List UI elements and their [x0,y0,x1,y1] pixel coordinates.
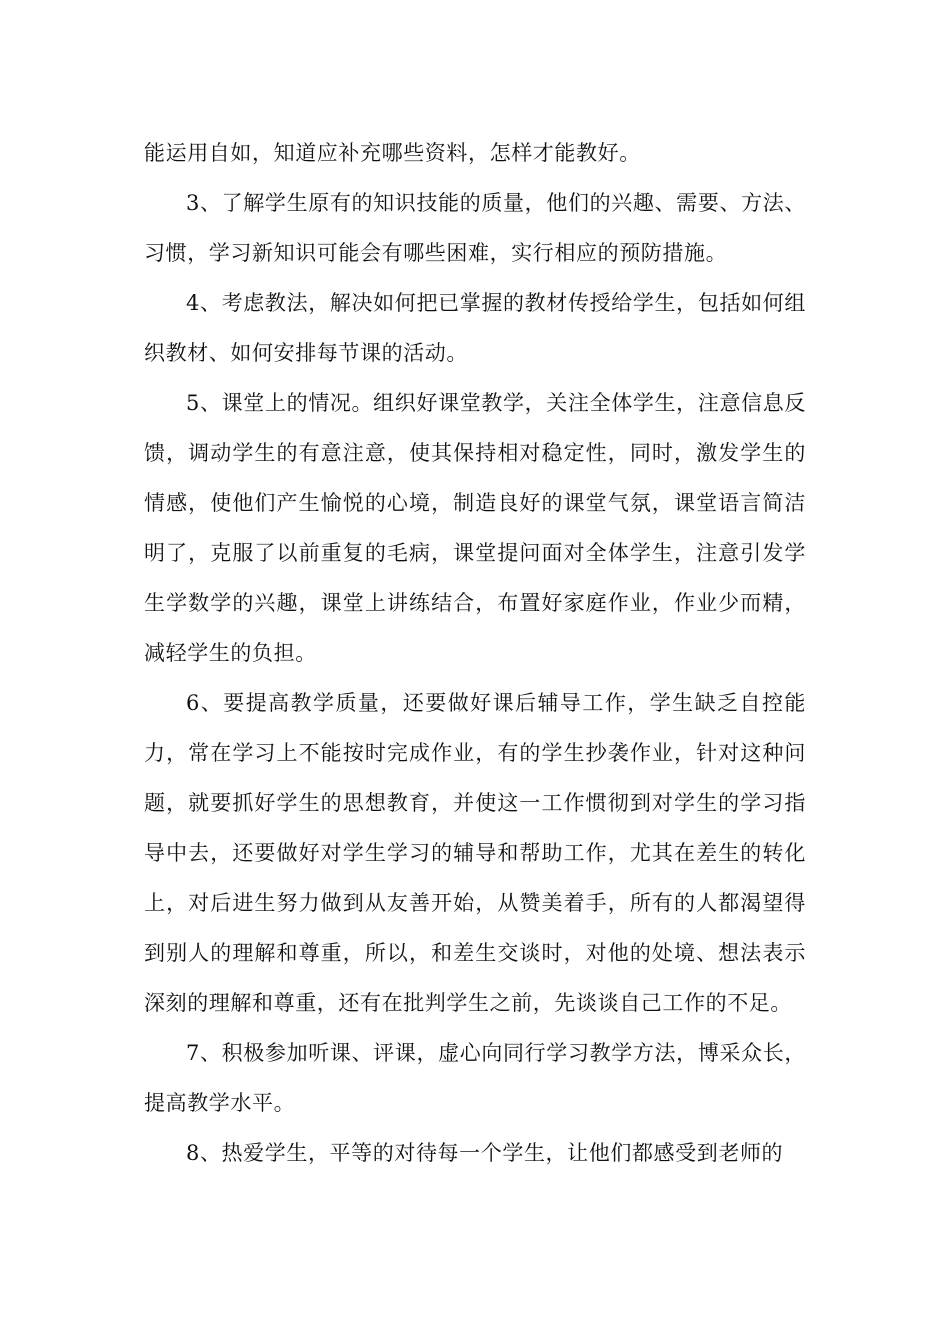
paragraph-item-3: 3、了解学生原有的知识技能的质量，他们的兴趣、需要、方法、习惯，学习新知识可能会有哪些困难，实行相应的预防措施。 [144,191,806,265]
paragraph-continuation: 能运用自如，知道应补充哪些资料，怎样才能教好。 [144,141,641,165]
paragraph-item-7: 7、积极参加听课、评课，虚心向同行学习教学方法，博采众长，提高教学水平。 [144,1041,806,1115]
document-page [144,128,806,1178]
paragraph-item-6: 6、要提高教学质量，还要做好课后辅导工作，学生缺乏自控能力，常在学习上不能按时完成作业，有的学生抄袭作业，针对这种问题，就要抓好学生的思想教育，并使这一工作惯彻到对学生的学习指导中去，还要做好对学生学习的辅导和帮助工作，尤其在差生的转化上，对后进生努力做到从友善开始，从赞美着手，所有的人都渴望得到别人的理解和尊重，所以，和差生交谈时，对他的处境、想法表示深刻的理解和尊重，还有在批判学生之前，先谈谈自己工作的不足。 [144,691,806,1015]
paragraph-item-4: 4、考虑教法，解决如何把已掌握的教材传授给学生，包括如何组织教材、如何安排每节课的活动。 [144,291,806,365]
paragraph-item-8: 8、热爱学生，平等的对待每一个学生，让他们都感受到老师的 [186,1141,784,1165]
paragraph-item-5: 5、课堂上的情况。组织好课堂教学，关注全体学生，注意信息反馈，调动学生的有意注意，使其保持相对稳定性，同时，激发学生的情感，使他们产生愉悦的心境，制造良好的课堂气氛，课堂语言简洁明了，克服了以前重复的毛病，课堂提问面对全体学生，注意引发学生学数学的兴趣，课堂上讲练结合，布置好家庭作业，作业少而精，减轻学生的负担。 [144,391,806,665]
